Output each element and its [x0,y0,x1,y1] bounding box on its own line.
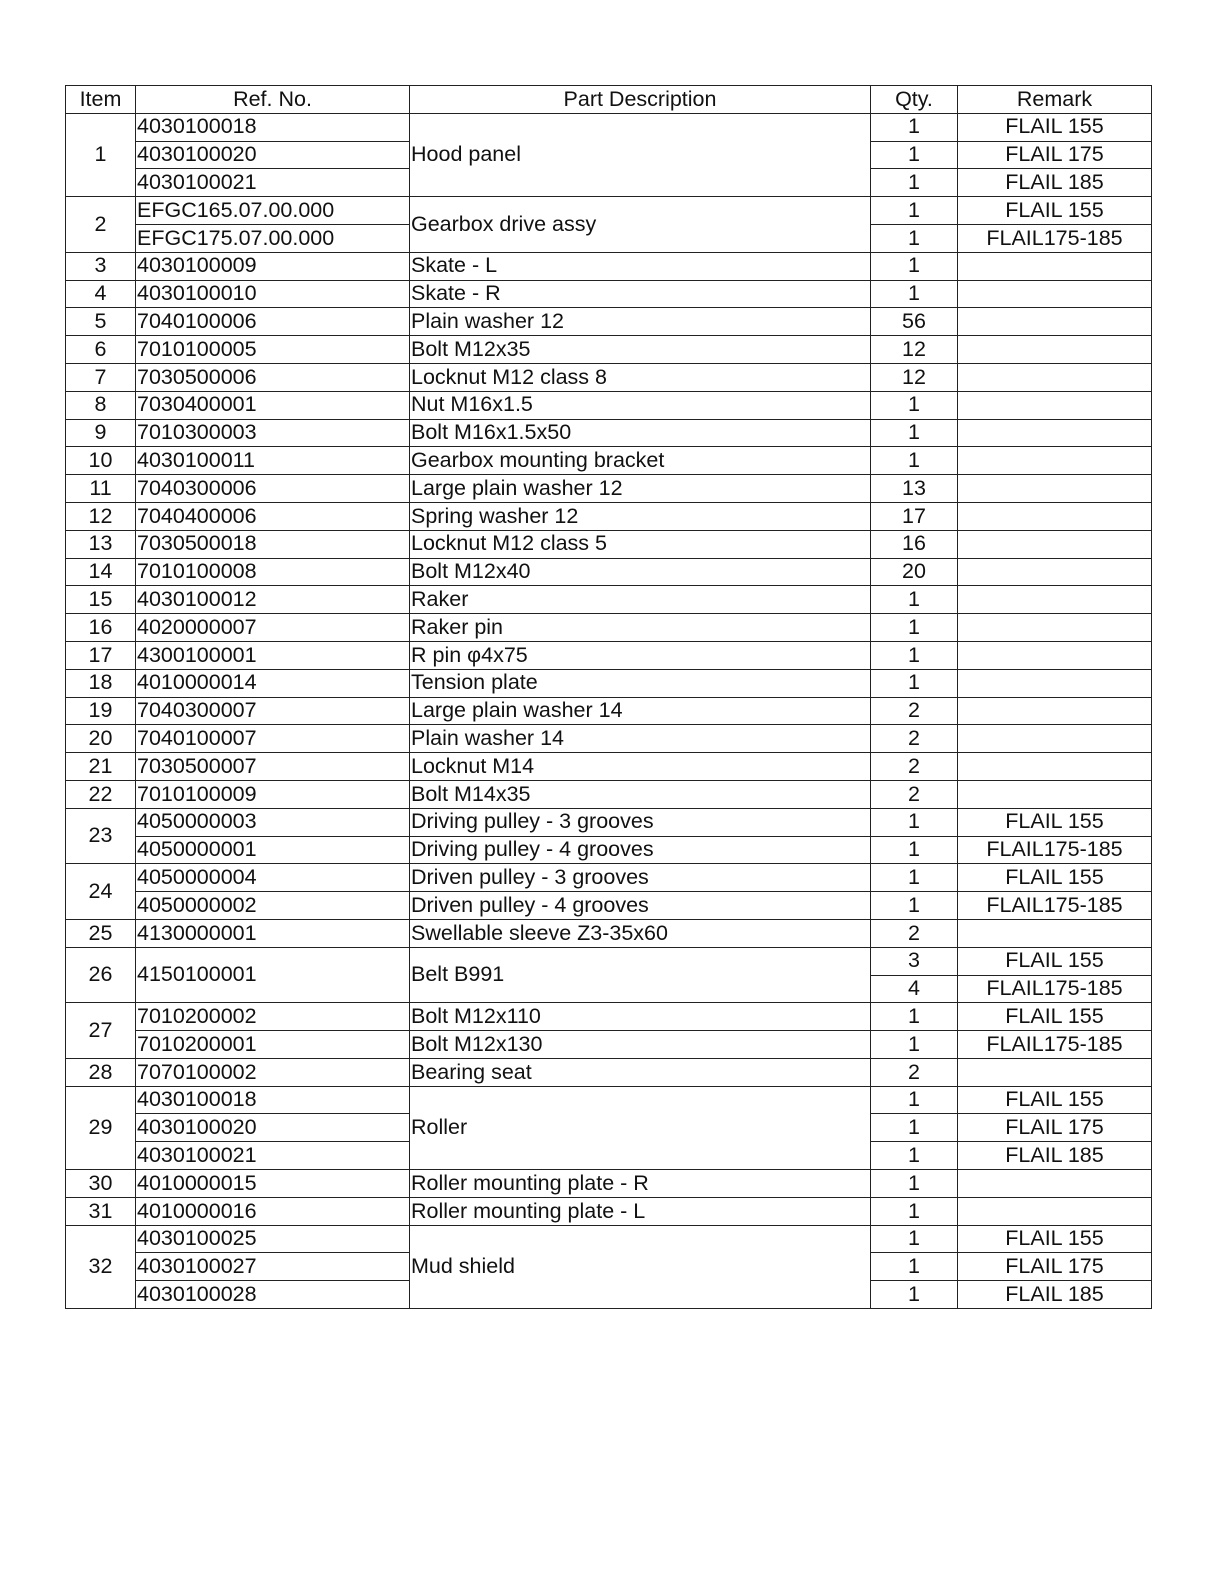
quantity: 1 [871,197,958,225]
item-number: 1 [66,113,136,196]
table-row [66,1003,1152,1031]
quantity: 1 [871,1281,958,1309]
item-number: 2 [66,197,136,253]
ref-number: 4030100012 [136,586,410,614]
part-description: Gearbox mounting bracket [410,447,871,475]
remark [958,1170,1152,1198]
ref-number: 7030400001 [136,391,410,419]
ref-number: 7040300007 [136,697,410,725]
item-number: 13 [66,530,136,558]
ref-number: 4050000002 [136,892,410,920]
remark [958,419,1152,447]
quantity: 1 [871,1170,958,1198]
item-number: 31 [66,1197,136,1225]
ref-number: 7010300003 [136,419,410,447]
ref-number: EFGC165.07.00.000 [136,197,410,225]
quantity: 1 [871,252,958,280]
ref-number: 7040100006 [136,308,410,336]
table-row [66,892,1152,920]
remark [958,753,1152,781]
part-description: Driven pulley - 4 grooves [410,892,871,920]
remark: FLAIL175-185 [958,1031,1152,1059]
remark: FLAIL 155 [958,197,1152,225]
part-description: Plain washer 12 [410,308,871,336]
part-description: Belt B991 [410,947,871,1003]
part-description: Bolt M12x110 [410,1003,871,1031]
part-description: Hood panel [410,113,871,196]
table-row [66,1170,1152,1198]
item-number: 25 [66,919,136,947]
ref-number: 4030100025 [136,1225,410,1253]
part-description: Driving pulley - 4 grooves [410,836,871,864]
remark: FLAIL 155 [958,113,1152,141]
remark [958,252,1152,280]
table-row [66,836,1152,864]
quantity: 12 [871,363,958,391]
ref-number: 4300100001 [136,641,410,669]
quantity: 1 [871,169,958,197]
remark: FLAIL 155 [958,947,1152,975]
ref-number: 7040100007 [136,725,410,753]
item-number: 16 [66,614,136,642]
part-description: Bolt M12x130 [410,1031,871,1059]
part-description: Locknut M12 class 8 [410,363,871,391]
item-number: 18 [66,669,136,697]
quantity: 2 [871,697,958,725]
quantity: 3 [871,947,958,975]
remark [958,336,1152,364]
table-row [66,1197,1152,1225]
part-description: Plain washer 14 [410,725,871,753]
quantity: 4 [871,975,958,1003]
remark [958,447,1152,475]
quantity: 1 [871,447,958,475]
remark: FLAIL175-185 [958,836,1152,864]
quantity: 1 [871,224,958,252]
item-number: 4 [66,280,136,308]
table-header [66,86,1152,114]
ref-number: 4030100027 [136,1253,410,1281]
ref-number: 4050000003 [136,808,410,836]
part-description: Bearing seat [410,1058,871,1086]
table-row [66,697,1152,725]
quantity: 2 [871,1058,958,1086]
remark [958,280,1152,308]
remark [958,641,1152,669]
part-description: Raker [410,586,871,614]
table-row [66,447,1152,475]
table-row [66,1031,1152,1059]
remark [958,475,1152,503]
remark [958,502,1152,530]
part-description: Large plain washer 12 [410,475,871,503]
header-qty: Qty. [871,86,958,114]
quantity: 1 [871,1197,958,1225]
remark [958,530,1152,558]
item-number: 19 [66,697,136,725]
part-description: Roller mounting plate - R [410,1170,871,1198]
item-number: 21 [66,753,136,781]
ref-number: 7030500007 [136,753,410,781]
remark [958,391,1152,419]
part-description: Skate - R [410,280,871,308]
item-number: 10 [66,447,136,475]
remark [958,586,1152,614]
quantity: 1 [871,669,958,697]
item-number: 12 [66,502,136,530]
remark [958,919,1152,947]
part-description: Bolt M16x1.5x50 [410,419,871,447]
quantity: 13 [871,475,958,503]
quantity: 17 [871,502,958,530]
ref-number: 4030100028 [136,1281,410,1309]
remark: FLAIL 175 [958,1114,1152,1142]
quantity: 1 [871,419,958,447]
ref-number: 4030100011 [136,447,410,475]
remark [958,614,1152,642]
remark [958,1058,1152,1086]
table-row [66,280,1152,308]
remark: FLAIL175-185 [958,975,1152,1003]
quantity: 1 [871,864,958,892]
ref-number: 4010000015 [136,1170,410,1198]
header-item: Item [66,86,136,114]
remark [958,363,1152,391]
part-description: Driving pulley - 3 grooves [410,808,871,836]
quantity: 1 [871,280,958,308]
ref-number: 4030100020 [136,1114,410,1142]
part-description: Bolt M14x35 [410,780,871,808]
header-row [66,86,1152,114]
item-number: 5 [66,308,136,336]
quantity: 12 [871,336,958,364]
item-number: 20 [66,725,136,753]
remark: FLAIL 185 [958,1281,1152,1309]
part-description: Locknut M14 [410,753,871,781]
item-number: 32 [66,1225,136,1308]
part-description: Roller [410,1086,871,1169]
remark: FLAIL 185 [958,1142,1152,1170]
ref-number: 4010000016 [136,1197,410,1225]
table-row [66,753,1152,781]
item-number: 28 [66,1058,136,1086]
ref-number: 4030100021 [136,1142,410,1170]
table-row [66,864,1152,892]
ref-number: 7040400006 [136,502,410,530]
ref-number: 7010100008 [136,558,410,586]
item-number: 23 [66,808,136,864]
ref-number: 7030500006 [136,363,410,391]
ref-number: 7010200001 [136,1031,410,1059]
part-description: Roller mounting plate - L [410,1197,871,1225]
table-row [66,308,1152,336]
table-row [66,558,1152,586]
table-row [66,808,1152,836]
quantity: 1 [871,892,958,920]
item-number: 27 [66,1003,136,1059]
part-description: Mud shield [410,1225,871,1308]
quantity: 1 [871,1086,958,1114]
table-row [66,780,1152,808]
part-description: Swellable sleeve Z3-35x60 [410,919,871,947]
table-row [66,947,1152,975]
quantity: 1 [871,141,958,169]
quantity: 1 [871,1031,958,1059]
item-number: 15 [66,586,136,614]
part-description: Gearbox drive assy [410,197,871,253]
ref-number: 4010000014 [136,669,410,697]
quantity: 1 [871,808,958,836]
item-number: 22 [66,780,136,808]
item-number: 9 [66,419,136,447]
table-row [66,419,1152,447]
part-description: Bolt M12x40 [410,558,871,586]
item-number: 24 [66,864,136,920]
part-description: Locknut M12 class 5 [410,530,871,558]
item-number: 7 [66,363,136,391]
remark [958,669,1152,697]
ref-number: 4050000004 [136,864,410,892]
item-number: 29 [66,1086,136,1169]
part-description: R pin φ4x75 [410,641,871,669]
quantity: 1 [871,391,958,419]
table-row [66,113,1152,141]
ref-number: 7010100009 [136,780,410,808]
ref-number: 7040300006 [136,475,410,503]
ref-number: 7030500018 [136,530,410,558]
header-ref-no: Ref. No. [136,86,410,114]
remark [958,697,1152,725]
table-row [66,641,1152,669]
table-row [66,669,1152,697]
table-row [66,336,1152,364]
part-description: Raker pin [410,614,871,642]
remark [958,780,1152,808]
header-part-description: Part Description [410,86,871,114]
part-description: Bolt M12x35 [410,336,871,364]
ref-number: 4150100001 [136,947,410,1003]
item-number: 30 [66,1170,136,1198]
quantity: 1 [871,1003,958,1031]
remark: FLAIL 155 [958,1225,1152,1253]
remark [958,308,1152,336]
item-number: 3 [66,252,136,280]
remark: FLAIL 175 [958,1253,1152,1281]
table-row [66,391,1152,419]
quantity: 16 [871,530,958,558]
table-row [66,197,1152,225]
quantity: 1 [871,113,958,141]
quantity: 1 [871,641,958,669]
item-number: 11 [66,475,136,503]
quantity: 56 [871,308,958,336]
ref-number: 4030100020 [136,141,410,169]
ref-number: 4030100021 [136,169,410,197]
table-row [66,475,1152,503]
quantity: 1 [871,1114,958,1142]
part-description: Skate - L [410,252,871,280]
remark: FLAIL175-185 [958,224,1152,252]
table-row [66,1086,1152,1114]
quantity: 1 [871,614,958,642]
quantity: 2 [871,919,958,947]
ref-number: 4020000007 [136,614,410,642]
item-number: 14 [66,558,136,586]
table-row [66,614,1152,642]
table-row [66,502,1152,530]
part-description: Driven pulley - 3 grooves [410,864,871,892]
ref-number: EFGC175.07.00.000 [136,224,410,252]
ref-number: 4050000001 [136,836,410,864]
ref-number: 7010200002 [136,1003,410,1031]
quantity: 1 [871,1225,958,1253]
ref-number: 4030100009 [136,252,410,280]
item-number: 26 [66,947,136,1003]
quantity: 2 [871,753,958,781]
ref-number: 4130000001 [136,919,410,947]
ref-number: 4030100010 [136,280,410,308]
remark: FLAIL 155 [958,1003,1152,1031]
quantity: 1 [871,586,958,614]
remark: FLAIL 155 [958,808,1152,836]
table-row [66,725,1152,753]
table-row [66,1058,1152,1086]
table-row [66,363,1152,391]
ref-number: 7070100002 [136,1058,410,1086]
remark [958,558,1152,586]
ref-number: 4030100018 [136,1086,410,1114]
parts-list-table [65,85,1152,1309]
table-row [66,919,1152,947]
remark [958,725,1152,753]
part-description: Nut M16x1.5 [410,391,871,419]
item-number: 6 [66,336,136,364]
quantity: 1 [871,1142,958,1170]
part-description: Tension plate [410,669,871,697]
item-number: 17 [66,641,136,669]
ref-number: 4030100018 [136,113,410,141]
part-description: Spring washer 12 [410,502,871,530]
table-row [66,252,1152,280]
ref-number: 7010100005 [136,336,410,364]
table-row [66,586,1152,614]
header-remark: Remark [958,86,1152,114]
item-number: 8 [66,391,136,419]
table-row [66,530,1152,558]
table-body [66,113,1152,1308]
remark: FLAIL 175 [958,141,1152,169]
table-row [66,1225,1152,1253]
part-description: Large plain washer 14 [410,697,871,725]
remark: FLAIL175-185 [958,892,1152,920]
quantity: 1 [871,836,958,864]
remark [958,1197,1152,1225]
remark: FLAIL 185 [958,169,1152,197]
quantity: 1 [871,1253,958,1281]
remark: FLAIL 155 [958,864,1152,892]
quantity: 20 [871,558,958,586]
quantity: 2 [871,725,958,753]
quantity: 2 [871,780,958,808]
remark: FLAIL 155 [958,1086,1152,1114]
